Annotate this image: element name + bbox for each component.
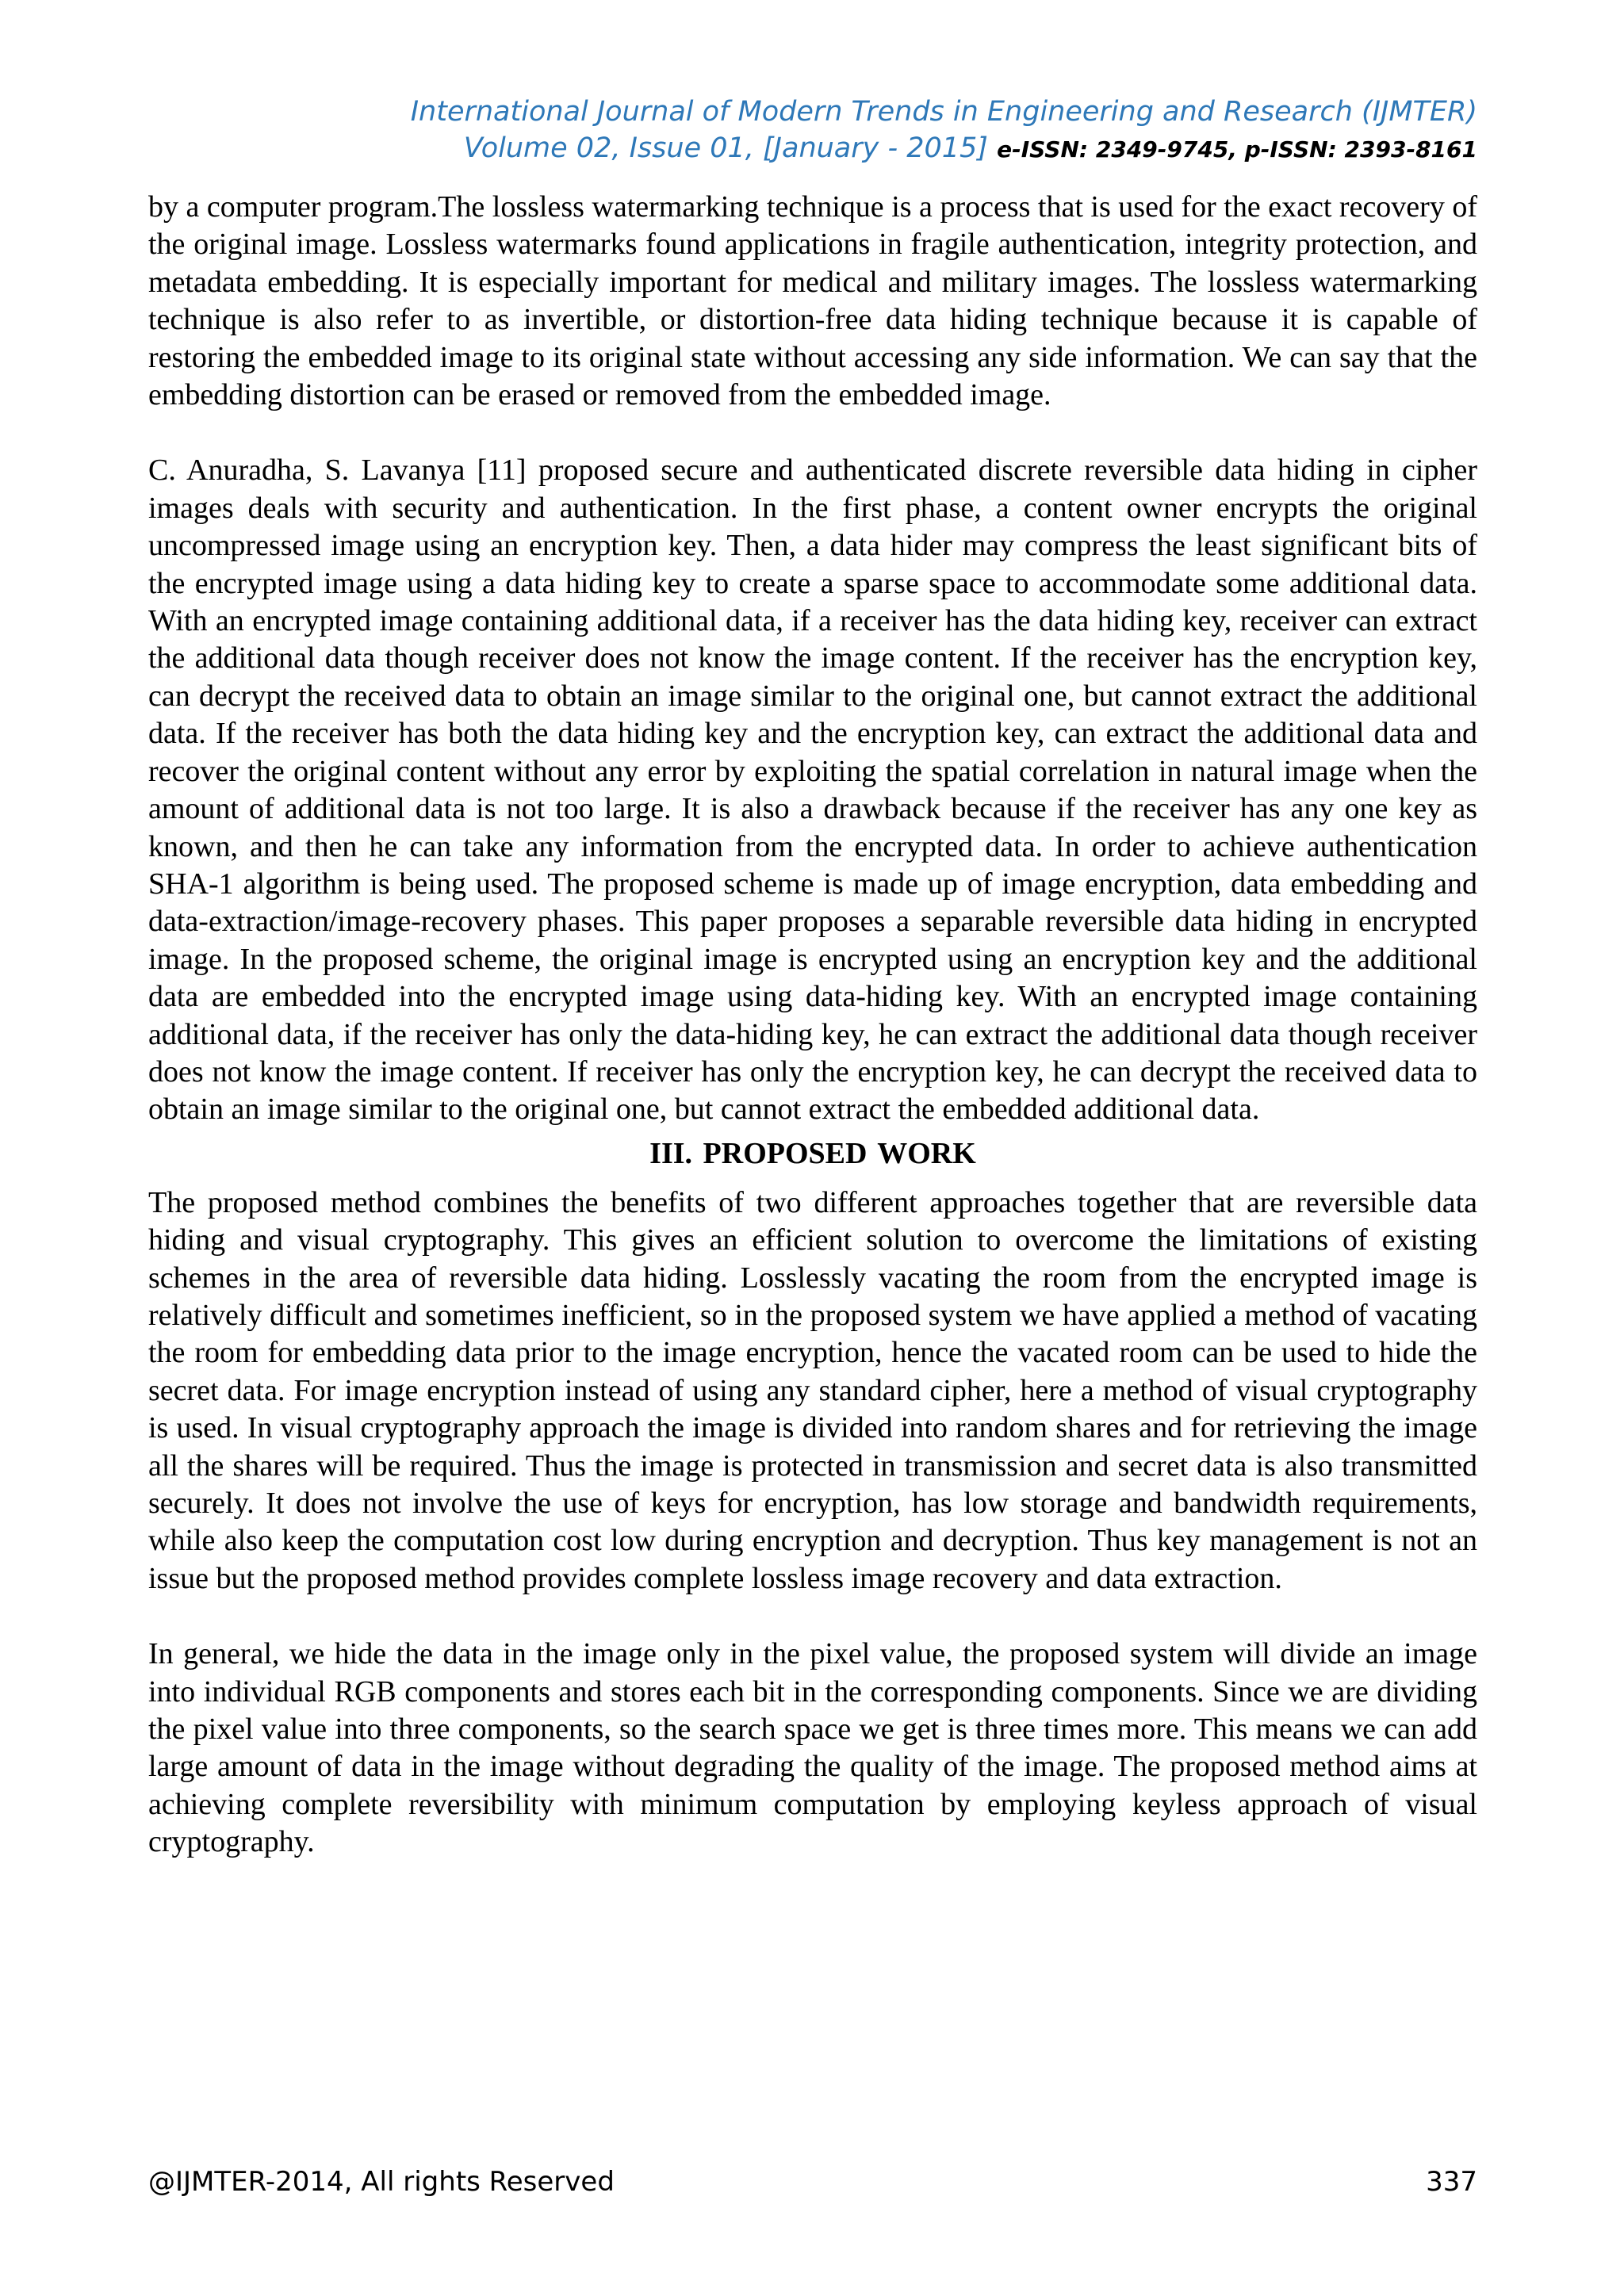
journal-header <box>411 94 1477 168</box>
journal-title: International Journal of Modern Trends in Engineering and Research (IJMTER) <box>410 96 1477 128</box>
issn-numbers: e-ISSN: 2349-9745, p-ISSN: 2393-8161 <box>997 136 1477 163</box>
volume-issue-line <box>411 130 1477 168</box>
copyright-notice: @IJMTER-2014, All rights Reserved <box>148 2166 615 2198</box>
paragraph-gap <box>148 414 1477 452</box>
article-body <box>148 189 1477 1862</box>
volume-issue: Volume 02, Issue 01, [January - 2015] <box>463 132 988 164</box>
page-number: 337 <box>1426 2166 1477 2198</box>
paragraph-related-work: C. Anuradha, S. Lavanya [11] proposed secure and authenticated discrete reversible data hiding in cipher images deals with security and authentication. In the first phase, a content owner encrypts the original uncompressed image using an encryption key. Then, a data hider may compress the least significant bits of the encrypted image using a data hiding key to create a sparse space to accommodate some additional data. With an encrypted image containing additional data, if a receiver has the data hiding key, receiver can extract the additional data though receiver does not know the image content. If the receiver has the encryption key, can decrypt the received data to obtain an image similar to the original one, but cannot extract the additional data. If the receiver has both the data hiding key and the encryption key, can extract the additional data and recover the original content without any error by exploiting the spatial correlation in natural image when the amount of additional data is not too large. It is also a drawback because if the receiver has any one key as known, and then he can take any information from the encrypted data. In order to achieve authentication SHA-1 algorithm is being used. The proposed scheme is made up of image encryption, data embedding and data-extraction/image-recovery phases. This paper proposes a separable reversible data hiding in encrypted image. In the proposed scheme, the original image is encrypted using an encryption key and the additional data are embedded into the encrypted image using data-hiding key. With an encrypted image containing additional data, if the receiver has only the data-hiding key, he can extract the additional data though receiver does not know the image content. If receiver has only the encryption key, he can decrypt the received data to obtain an image similar to the original one, but cannot extract the embedded additional data. <box>148 453 1477 1127</box>
section-heading-proposed-work: III. PROPOSED WORK <box>649 1136 976 1170</box>
paragraph-rgb-embedding: In general, we hide the data in the image only in the pixel value, the proposed system will divide an image into individual RGB components and stores each bit in the corresponding components. Since we are dividing the pixel value into three components, so the search space we get is three times more. This means we can add large amount of data in the image without degrading the quality of the image. The proposed method aims at achieving complete reversibility with minimum computation by employing keyless approach of visual cryptography. <box>148 1637 1477 1859</box>
paragraph-proposed-method: The proposed method combines the benefits of two different approaches together that are reversible data hiding and visual cryptography. This gives an efficient solution to overcome the limitations of existing schemes in the area of reversible data hiding. Losslessly vacating the room from the encrypted image is relatively difficult and sometimes inefficient, so in the proposed system we have applied a method of vacating the room for embedding data prior to the image encryption, hence the vacated room can be used to hide the secret data. For image encryption instead of using any standard cipher, here a method of visual cryptography is used. In visual cryptography approach the image is divided into random shares and for retrieving the image all the shares will be required. Thus the image is protected in transmission and secret data is also transmitted securely. It does not involve the use of keys for encryption, has low storage and bandwidth requirements, while also keep the computation cost low during encryption and decryption. Thus key management is not an issue but the proposed method provides complete lossless image recovery and data extraction. <box>148 1185 1477 1595</box>
page-footer <box>148 2166 1477 2198</box>
paragraph-gap <box>148 1598 1477 1636</box>
paragraph-lossless-watermarking: by a computer program.The lossless watermarking technique is a process that is used for the exact recovery of the original image. Lossless watermarks found applications in fragile authentication, integrity protection, and metadata embedding. It is especially important for medical and military images. The lossless watermarking technique is also refer to as invertible, or distortion-free data hiding technique because it is capable of restoring the embedded image to its original state without accessing any side information. We can say that the embedding distortion can be erased or removed from the embedded image. <box>148 190 1477 412</box>
